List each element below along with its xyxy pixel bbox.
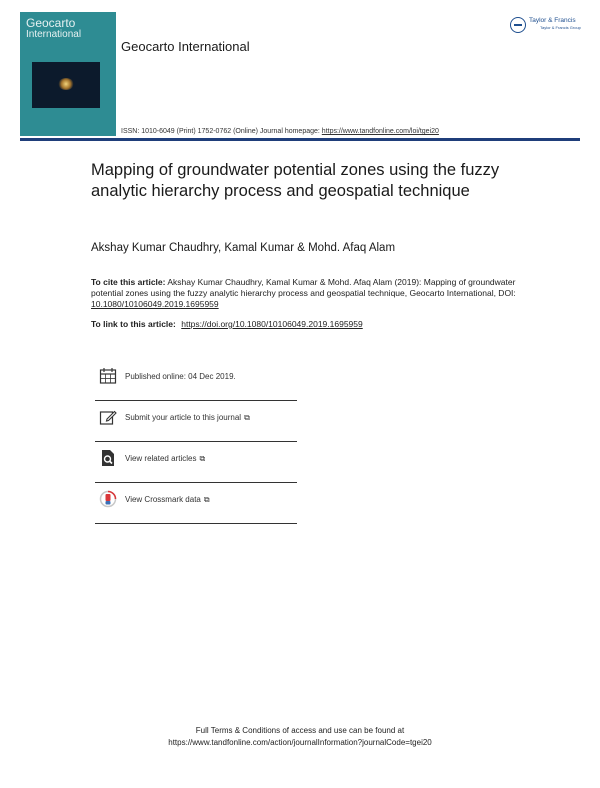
published-online-row (95, 359, 297, 401)
submit-article-link[interactable]: Submit your article to this journal ⧉ (125, 413, 250, 422)
header-divider (20, 138, 580, 141)
cite-label: To cite this article: (91, 277, 166, 287)
footer-terms (0, 725, 600, 749)
external-link-icon: ⧉ (199, 454, 206, 463)
citation-block (91, 277, 521, 310)
published-online-label: Published online: 04 Dec 2019. (125, 372, 236, 381)
publisher-logo-sub: Taylor & Francis Group (540, 25, 581, 30)
crossmark-row[interactable] (95, 482, 297, 524)
search-document-icon (99, 449, 117, 467)
edit-icon (99, 408, 117, 426)
cover-title: Geocarto International (26, 16, 82, 40)
calendar-icon (99, 367, 117, 385)
external-link-icon: ⧉ (203, 495, 210, 504)
footer-line-1: Full Terms & Conditions of access and use can be found at (195, 726, 405, 735)
cite-text: Akshay Kumar Chaudhry, Kamal Kumar & Mohd. Afaq Alam (2019): Mapping of groundwater potential zones using the fuzzy analytic hierarchy process and geospatial technique, Geocarto International, DOI: (91, 277, 516, 298)
link-label: To link to this article: (91, 319, 176, 329)
related-articles-row[interactable] (95, 441, 297, 483)
issn-text: ISSN: 1010-6049 (Print) 1752-0762 (Online) Journal homepage: (121, 128, 320, 135)
issn-line (121, 128, 439, 135)
footer-terms-link[interactable]: https://www.tandfonline.com/action/journalInformation?journalCode=tgei20 (168, 738, 432, 747)
article-authors: Akshay Kumar Chaudhry, Kamal Kumar & Mohd. Afaq Alam (91, 242, 396, 254)
journal-homepage-link[interactable]: https://www.tandfonline.com/loi/tgei20 (321, 128, 439, 135)
article-doi-url-link[interactable]: https://doi.org/10.1080/10106049.2019.1695959 (181, 319, 363, 329)
journal-cover-image (20, 12, 116, 136)
article-title: Mapping of groundwater potential zones using the fuzzy analytic hierarchy process and geospatial technique (91, 161, 500, 200)
related-articles-link[interactable]: View related articles ⧉ (125, 454, 206, 463)
taylor-francis-logo-icon (510, 17, 526, 33)
publisher-logo-name: Taylor & Francis (529, 17, 576, 24)
doi-link[interactable]: 10.1080/10106049.2019.1695959 (91, 299, 219, 309)
cover-galaxy-image (32, 62, 100, 108)
article-link-block (91, 319, 363, 329)
submit-article-row[interactable] (95, 400, 297, 442)
external-link-icon: ⧉ (244, 413, 250, 422)
journal-name: Geocarto International (121, 39, 250, 54)
crossmark-icon (99, 490, 117, 508)
crossmark-link[interactable]: View Crossmark data ⧉ (125, 495, 210, 504)
publisher-logo[interactable] (510, 17, 590, 35)
